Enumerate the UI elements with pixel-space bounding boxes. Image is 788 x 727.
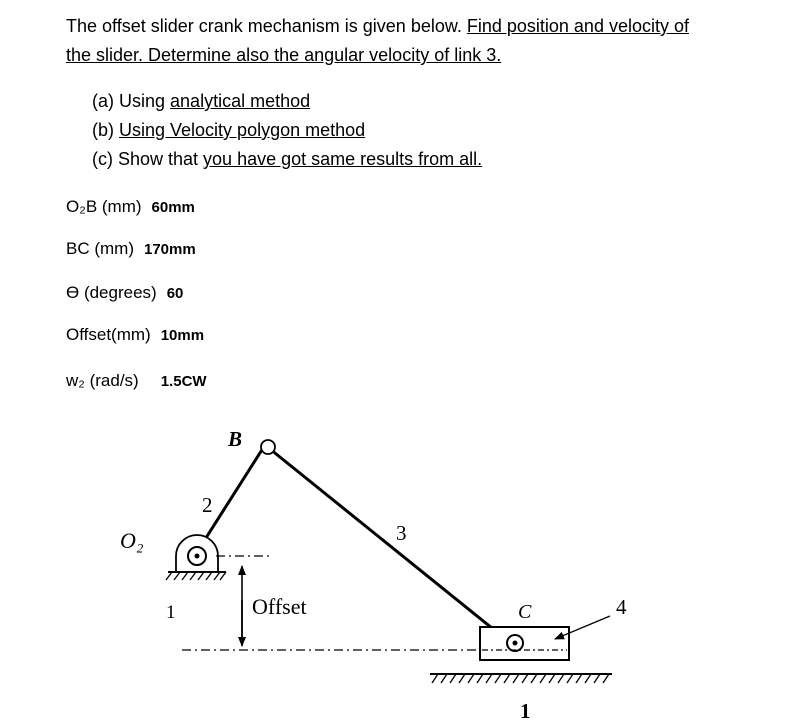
task-b-prefix: (b) (92, 120, 119, 140)
task-a-prefix: (a) Using (92, 91, 171, 111)
label-link-2: 2 (202, 493, 213, 517)
param-label: Offset(mm) (66, 325, 151, 344)
param-value: 170mm (143, 241, 196, 258)
slider-block (480, 627, 569, 660)
label-o2: O₂ (120, 528, 144, 553)
ground-slider (430, 674, 612, 683)
param-label: BC (mm) (66, 239, 134, 258)
joint-b (261, 440, 275, 454)
label-c: C (518, 601, 532, 623)
param-value: 10mm (160, 327, 205, 344)
problem-intro: The offset slider crank mechanism is given below. (66, 16, 467, 36)
task-c-statement: you have got same results from all. (203, 149, 483, 169)
task-b-method: Using Velocity polygon method (119, 120, 366, 140)
label-link-3: 3 (396, 521, 407, 545)
param-label: w₂ (rad/s) (66, 371, 139, 390)
param-label: O₂B (mm) (66, 197, 142, 216)
problem-line-2: the slider. Determine also the angular velocity of link 3. (66, 45, 502, 65)
task-a-method: analytical method (170, 91, 311, 111)
task-c-prefix: (c) Show that (92, 149, 204, 169)
param-value: 1.5CW (160, 373, 207, 390)
pivot-o2-support (166, 535, 226, 580)
param-value: 60mm (151, 199, 195, 216)
label-ground-1-left: 1 (166, 602, 176, 623)
label-link-4: 4 (616, 595, 627, 619)
label-b: B (228, 427, 243, 451)
problem-find-a: Find position and velocity of (466, 16, 689, 36)
label-offset: Offset (252, 594, 307, 619)
param-value: 60 (166, 285, 184, 302)
param-label: ϴ (degrees) (66, 283, 157, 302)
label-ground-1-right: 1 (520, 699, 531, 723)
